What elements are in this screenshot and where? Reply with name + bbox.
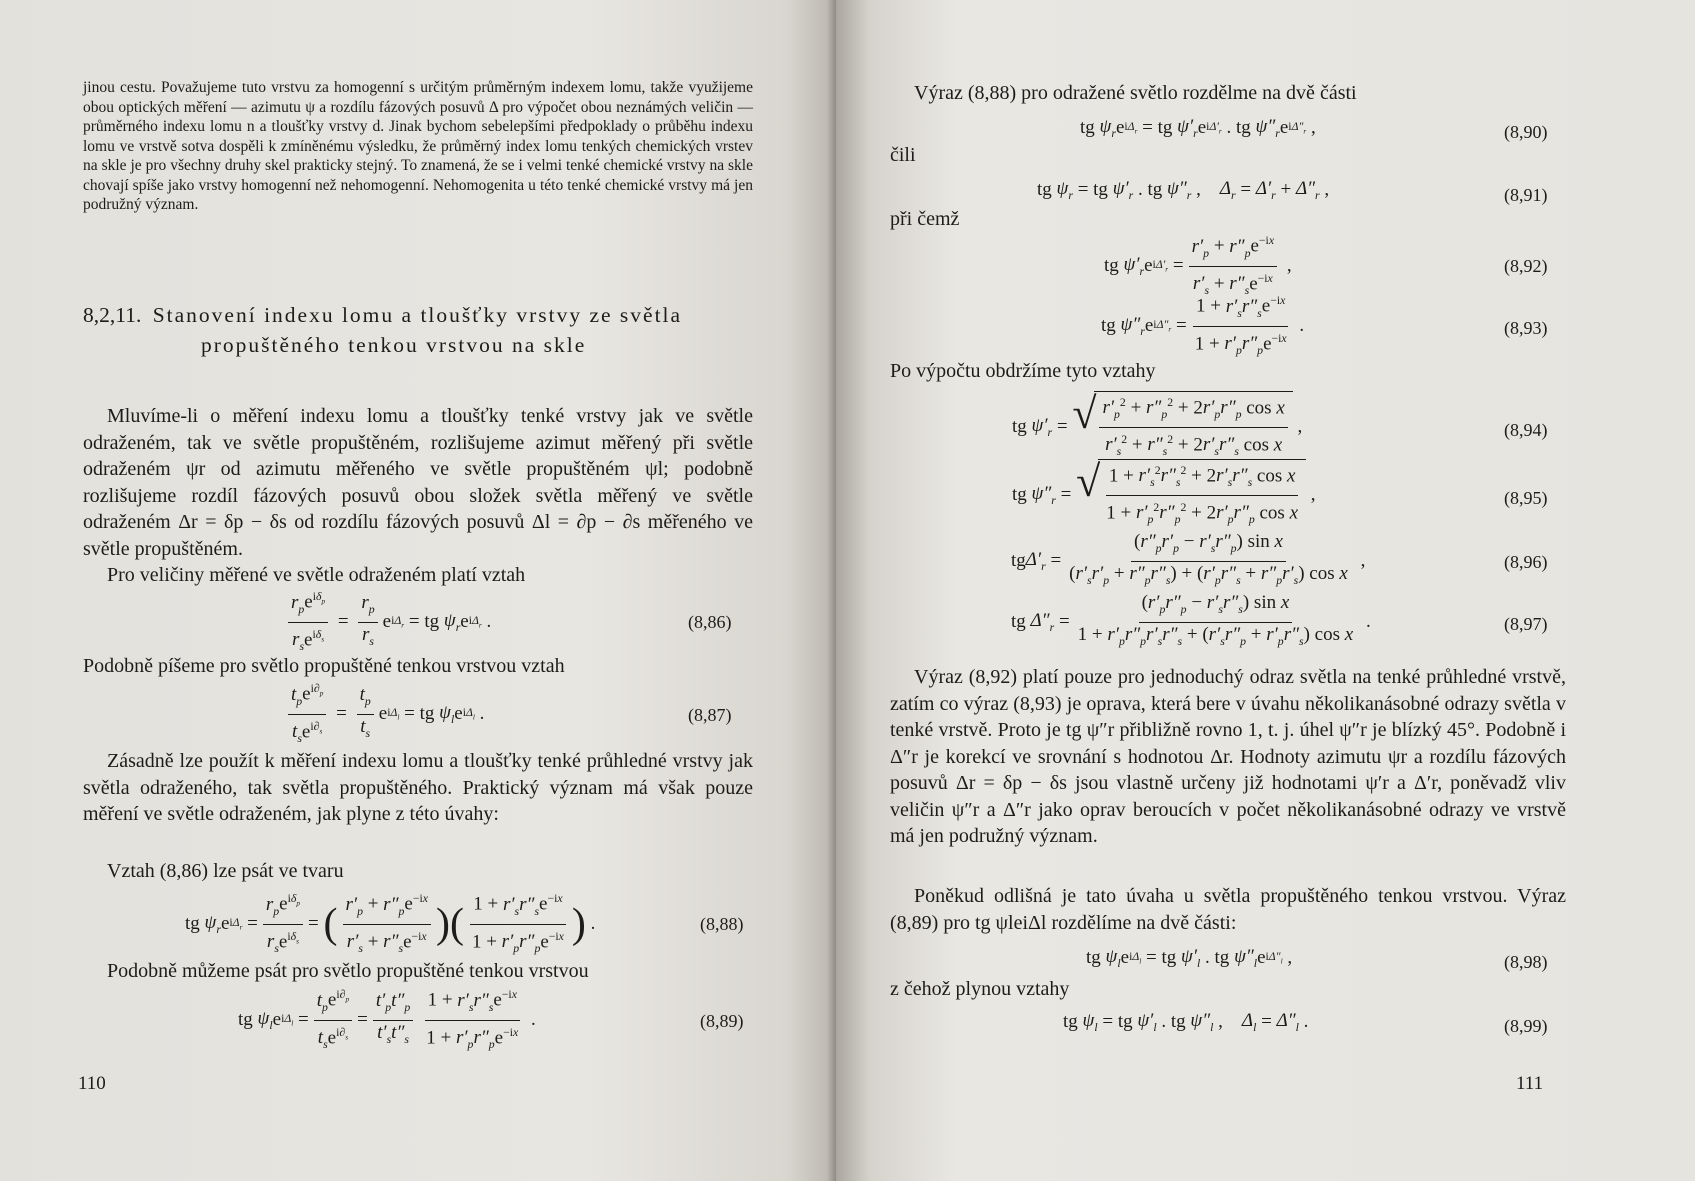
equation-number-8-91: (8,91) [1504,185,1548,205]
equation-number-8-96: (8,96) [1504,552,1548,572]
page-number-right: 111 [1516,1073,1544,1094]
page-number-left: 110 [78,1073,106,1094]
section-title-line-2: propuštěného tenkou vrstvou na skle [201,333,587,357]
equation-8-88: tg $\psi_r$ e $i\Delta_r$ = $\frac{r_pe^{i\delta_p}}{r_se^{i\delta_s}}$ = ( $\frac{r'_p + r''_pe^{-ix}}{r'_s + r''_se^{-ix}}$ ) ( $\frac{1 + r'_sr''_se^{-ix}}{1 + r'_pr''_pe^{-ix}}$ ) . [185,894,595,954]
equation-number-8-93: (8,93) [1504,318,1548,338]
intro-paragraph: jinou cestu. Považujeme tuto vrstvu za homogenní s určitým průměrným indexem lomu, takže využijeme obou optických měření — azimutu ψ a rozdílu fázových posuvů Δ pro výpočet obou neznámých veličin — průměrného indexu lomu n a tloušťky vrstvy d. Jinak bychom sebelepšími předpoklady o průběhu indexu lomu ve vrstvě sotva dospěli k zmíněnému výsledku, že průměrný index lomu tenkých chemických vrstev na skle je pro všechny druhy skel prakticky stejný. To znamená, že se i velmi tenké chemické vrstvy na skle chovají spíše jako vrstvy homogenní než nehomogenní. Nehomogenita u této tenké chemické vrstvy má jen podružný význam. [83,79,753,213]
equation-number-8-90: (8,90) [1504,122,1548,142]
paragraph-validity: Výraz (8,92) platí pouze pro jednoduchý odraz světla na tenké průhledné vrstvě, zatím co výraz (8,93) je oprava, která bere v úvahu několikanásobné odrazy světla v tenké vrstvě. Proto je tg ψ″r přibližně rovno 1, t. j. úhel ψ″r je blízký 45°. Podobně i Δ″r je korekcí ve srovnání s hodnotou Δr. Hodnoty azimutu ψr a rozdílu fázových posuvů Δr = δp − δs jsou vlastně určeny již hodnotami ψ′r a Δ′r, poněvadž vliv veličin ψ″r a Δ″r jako oprav beroucích v počet několikanásobné odrazy ve vrstvě má jen podružný význam. [890,666,1566,847]
paragraph-split-reflected: Výraz (8,88) pro odražené světlo rozdělme na dvě části [914,82,1357,104]
equation-number-8-92: (8,92) [1504,256,1548,276]
equation-8-95: tg $\psi''_r$ = √ $\frac{1 + r'_s^2r''_s^2 + 2r'_sr''_s \cos x}{1 + r'_p^2r''_p^2 + 2r'_pr''_p \cos x}$ , [1012,466,1316,524]
equation-8-93: tg $\psi''_r$ e $i\Delta''_r$ = $\frac{1 + r'_sr''_se^{-ix}}{1 + r'_pr''_pe^{-ix}}$ . [1101,300,1304,352]
equation-8-90: tg $\psi_r$ e $i\Delta_r$ = tg $\psi'_r$ e $i\Delta'_r$ . tg $\psi''_r$ e $i\Delta''_r$ , [1080,115,1316,140]
equation-8-99: tg $\psi_l$ = tg $\psi'_l$ . tg $\psi''_l$ , $\Delta_l$ = $\Delta''_l$ . [1063,1009,1309,1034]
paragraph-practical-significance: Zásadně lze použít k měření indexu lomu a tloušťky tenké průhledné vrstvy jak světla odraženého, tak světla propuštěného. Praktický význam má však pouze měření ve světle odraženém, jak plyne z této úvahy: [83,750,753,825]
equation-8-86: $\frac{r_pe^{i\delta_p}}{r_se^{i\delta_s}}$ = $\frac{r_p}{r_s}$ e $i\Delta_r$ = tg $\psi_r$ e $i\Delta_r$ . [283,596,491,648]
equation-8-87: $\frac{t_pe^{i\partial_p}}{t_se^{i\partial_s}}$ = $\frac{t_p}{t_s}$ e $i\Delta_l$ = tg $\psi_l$ e $i\Delta_l$ . [283,688,484,740]
word-cili: čili [890,144,916,166]
section-number: 8,2,11. [83,303,142,327]
equation-number-8-89: (8,89) [700,1011,744,1031]
equation-number-8-97: (8,97) [1504,614,1548,634]
phrase-z-cehoz: z čehož plynou vztahy [890,978,1070,1000]
section-heading [83,300,783,360]
paragraph-transmitted-relation: Podobně píšeme pro světlo propuštěné tenkou vrstvou vztah [83,655,565,677]
paragraph-transmitted-form: Podobně můžeme psát pro světlo propuštěné tenkou vrstvou [107,960,589,982]
equation-8-92: tg $\psi'_r$ e $i\Delta'_r$ = $\frac{r'_p + r''_pe^{-ix}}{r'_s + r''_se^{-ix}}$ , [1104,240,1292,292]
left-page [0,0,836,1181]
equation-number-8-87: (8,87) [688,705,732,725]
equation-8-91: tg $\psi_r$ = tg $\psi'_r$ . tg $\psi''_r$ , $\Delta_r$ = $\Delta'_r$ + $\Delta''_r$ , [1037,177,1330,202]
equation-8-89: tg $\psi_l$ e $i\Delta_l$ = $\frac{t_pe^{i\partial_p}}{t_se^{i\partial_s}}$ = $\frac{t'_pt''_p}{t'_st''_s}$ $\frac{1 + r'_sr''_se^{-ix}}{1 + r'_pr''_pe^{-ix}}$ . [238,994,536,1046]
equation-8-98: tg $\psi_l$ e $i\Delta_l$ = tg $\psi'_l$ . tg $\psi''_l$ e $i\Delta''_l$ , [1086,945,1293,970]
equation-8-94: tg $\psi'_r$ = √ $\frac{r'_p^2 + r''_p^2 + 2r'_pr''_p \cos x}{r'_s^2 + r''_s^2 + 2r'_sr''_s \cos x}$ , [1012,398,1302,456]
equation-number-8-88: (8,88) [700,914,744,934]
paragraph-transmitted-split: Poněkud odlišná je tato úvaha u světla propuštěného tenkou vrstvou. Výraz (8,89) pro tg ψleiΔl rozdělíme na dvě části: [890,885,1566,934]
equation-number-8-95: (8,95) [1504,488,1548,508]
equation-number-8-99: (8,99) [1504,1016,1548,1036]
phrase-pri-cemz: při čemž [890,208,960,230]
equation-number-8-98: (8,98) [1504,952,1548,972]
paragraph-relation-form: Vztah (8,86) lze psát ve tvaru [107,860,344,882]
equation-number-8-94: (8,94) [1504,420,1548,440]
right-page [836,0,1695,1181]
section-title-line-1: Stanovení indexu lomu a tloušťky vrstvy ze světla [152,303,683,327]
paragraph-reflected-relation: Pro veličiny měřené ve světle odraženém platí vztah [107,564,526,586]
equation-8-96: tg $\Delta'_r$ = $\frac{(r''_pr'_p - r'_sr''_p) \sin x}{(r'_sr'_p + r''_pr''_s) + (r'_pr''_s + r''_pr'_s) \cos x}$ , [1011,530,1366,587]
equation-number-8-86: (8,86) [688,612,732,632]
equation-8-97: tg $\Delta''_r$ = $\frac{(r'_pr''_p - r'_sr''_s) \sin x}{1 + r'_pr''_pr'_sr''_s + (r'_sr''_p + r'_pr''_s) \cos x}$ . [1011,591,1371,648]
paragraph-measured-quantities: Mluvíme-li o měření indexu lomu a tloušťky tenké vrstvy jak ve světle odraženém, tak ve světle propuštěném, rozlišujeme azimut měřený při světle odraženém ψr od azimutu měřeného ve světle propuštěném ψl; podobně rozlišujeme rozdíl fázových posuvů obou složek světla měřený ve světle odraženém Δr = δp − δs od rozdílu fázových posuvů Δl = ∂p − ∂s měřeného ve světle propuštěném. [83,405,753,560]
paragraph-after-calculation: Po výpočtu obdržíme tyto vztahy [890,360,1156,382]
